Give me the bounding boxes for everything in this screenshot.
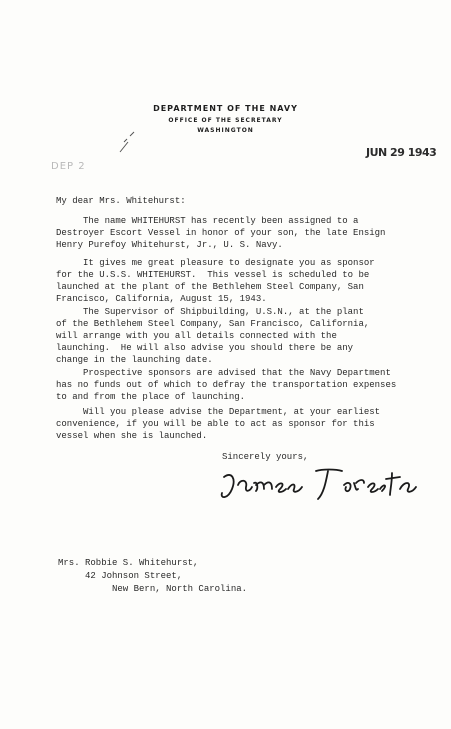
- signature: [218, 465, 438, 505]
- date-stamp: JUN 29 1943: [366, 146, 437, 159]
- recipient-address: Mrs. Robbie S. Whitehurst, 42 Johnson Street, New Bern, North Carolina.: [58, 558, 248, 594]
- paragraph-4: Prospective sponsors are advised that the Navy Department has no funds out of which to defray the transportation expenses to and from the place of launching.: [56, 368, 397, 402]
- file-stamp: DEP 2: [51, 161, 86, 172]
- salutation: My dear Mrs. Whitehurst:: [56, 196, 186, 206]
- paragraph-1: The name WHITEHURST has recently been assigned to a Destroyer Escort Vessel in honor of your son, the late Ensign Henry Purefoy Whitehurst, Jr., U. S. Navy.: [56, 216, 386, 250]
- letterhead-city: WASHINGTON: [197, 127, 254, 134]
- pencil-mark-icon: [118, 130, 138, 154]
- letterhead-office: OFFICE OF THE SECRETARY: [168, 117, 283, 124]
- paragraph-5: Will you please advise the Department, at your earliest convenience, if you will be able to act as sponsor for this vessel when she is launched.: [56, 407, 381, 441]
- paragraph-3: The Supervisor of Shipbuilding, U.S.N., at the plant of the Bethlehem Steel Company, San Francisco, California, will arrange with you all details connected with the launching. He will also advise you should there be any change in the launching date.: [56, 307, 370, 365]
- paragraph-2: It gives me great pleasure to designate you as sponsor for the U.S.S. WHITEHURST. This vessel is scheduled to be launched at the plant of the Bethlehem Steel Company, San Francisco, California, August 15, 1943.: [56, 258, 375, 304]
- closing: Sincerely yours,: [222, 452, 309, 462]
- letterhead-department: DEPARTMENT OF THE NAVY: [153, 104, 298, 113]
